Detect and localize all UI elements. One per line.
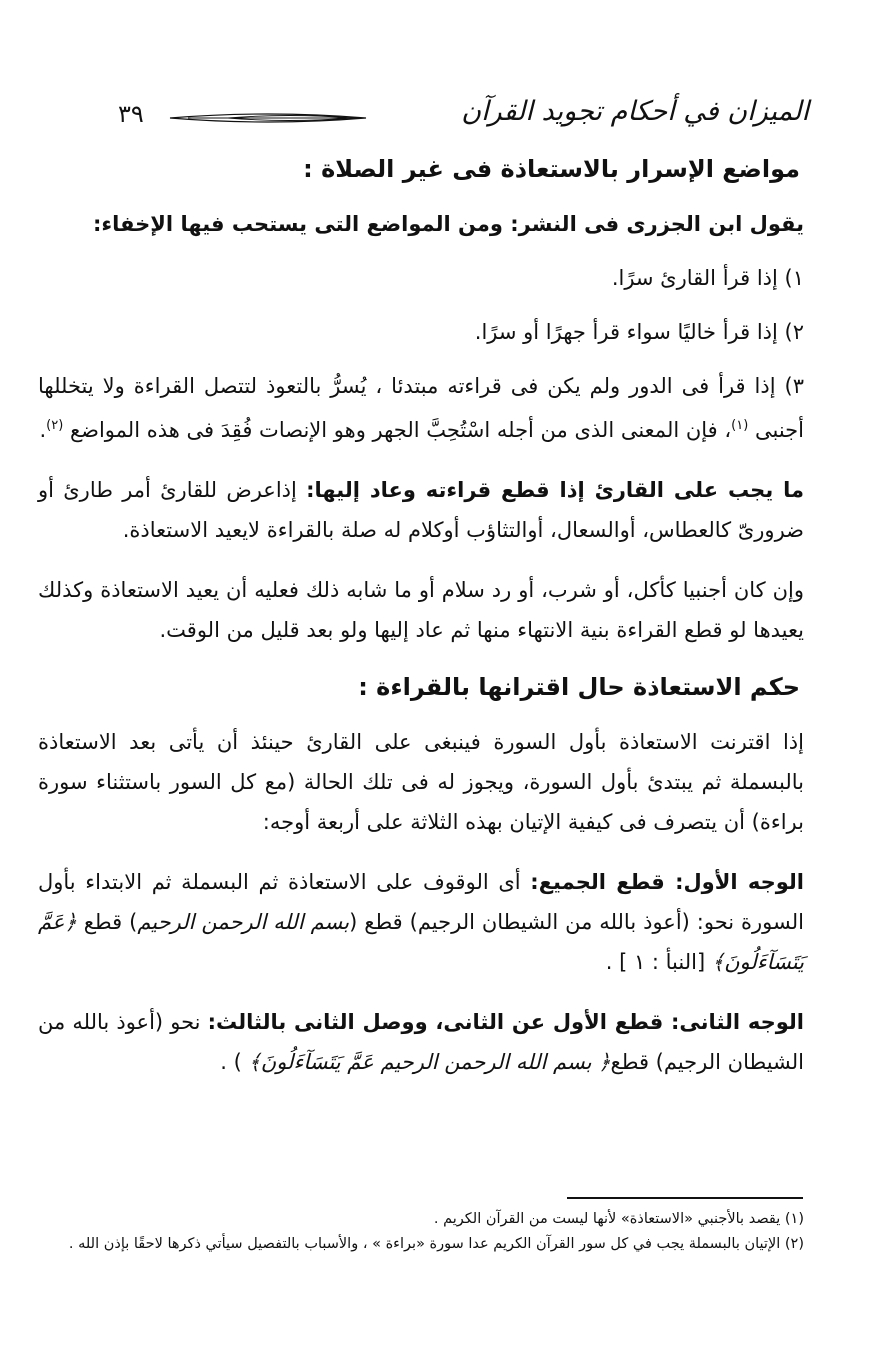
- paragraph-four-ways: إذا اقترنت الاستعاذة بأول السورة فينبغى على القارئ حينئذ أن يأتى بعد الاستعاذة بالبسملة ثم يبتدئ بأول السورة، ويجوز له فى تلك الحالة (مع كل السور باستثناء سورة براءة) أن يتصرف فى كيفية الإتيان بهذه الثلاثة على أربعة أوجه:: [38, 730, 804, 834]
- section-heading-silent-isti'adha: مواضع الإسرار بالاستعاذة فى غير الصلاة :: [303, 155, 800, 183]
- paragraph-interruption: [38, 470, 804, 550]
- verse-reference: [النبأ : ١ ] .: [605, 950, 712, 974]
- page-number: ٣٩: [118, 100, 144, 128]
- footnote-2: (٢) الإتيان بالبسملة يجب في كل سور القرآن الكريم عدا سورة «براءة » ، والأسباب بالتفصيل سيأتي ذكرها لاحقًا بإذن الله .: [68, 1236, 804, 1252]
- item3-end: .: [39, 418, 47, 442]
- section-heading-with-recitation: حكم الاستعاذة حال اقترانها بالقراءة :: [358, 673, 800, 701]
- footnote-ref-2: (٢): [46, 418, 64, 433]
- way-one-lead: الوجه الأول: قطع الجميع:: [530, 870, 804, 894]
- list-item-1: ١) إذا قرأ القارئ سرًا.: [611, 266, 804, 290]
- quote-intro: يقول ابن الجزرى فى النشر: ومن المواضع التى يستحب فيها الإخفاء:: [93, 212, 804, 236]
- item3-text-a: ٣) إذا قرأ فى الدور ولم يكن فى قراءته مبتدئا ، يُسرُّ بالتعوذ لتتصل القراءة ولا يتخللها أجنبى: [38, 374, 804, 442]
- paragraph-foreign-interruption: وإن كان أجنبيا كأكل، أو شرب، أو رد سلام أو ما شابه ذلك فعليه أن يعيد الاستعاذة وكذلك يعيدها لو قطع القراءة بنية الانتهاء منها ثم عاد إليها ولو بعد قليل من الوقت.: [38, 578, 804, 642]
- item3-text-b: ، فإن المعنى الذى من أجله اسْتُحِبَّ الجهر وهو الإنصات فُقِدَ فى هذه المواضع: [69, 418, 732, 442]
- way-one-text-b: ) قطع: [76, 910, 138, 934]
- paragraph-interruption-lead: ما يجب على القارئ إذا قطع قراءته وعاد إليها:: [306, 478, 804, 502]
- running-header: [0, 88, 885, 138]
- paragraph-way-two: [38, 1002, 804, 1082]
- quran-verse-2: ﴿ بسم الله الرحمن الرحيم عَمَّ يَتَسَآءَلُونَ﴾: [248, 1050, 611, 1074]
- way-one-text: أى الوقوف على الاستعاذة ثم البسملة ثم الابتداء بأول السورة نحو: (أعوذ بالله من الشيطان الرجيم) قطع (: [38, 870, 804, 934]
- paragraph-interruption-text: إذاعرض للقارئ أمر طارئ أو ضرورىّ كالعطاس، أوالسعال، أوالتثاؤب أوكلام له صلة بالقراءة لايعيد الاستعاذة.: [38, 478, 804, 542]
- basmala-text: بسم الله الرحمن الرحيم: [137, 910, 350, 934]
- footnote-1: (١) يقصد بالأجنبي «الاستعاذة» لأنها ليست من القرآن الكريم .: [433, 1211, 804, 1227]
- footnotes: [38, 1208, 804, 1258]
- paragraph-ibn-aljazari: [38, 204, 804, 244]
- list-item-3: [38, 366, 804, 450]
- paragraph-way-one: [38, 862, 804, 982]
- ornamental-rule-icon: [168, 108, 368, 128]
- list-item-2: ٢) إذا قرأ خاليًا سواء قرأ جهرًا أو سرًا.: [474, 320, 804, 344]
- book-title: الميزان في أحكام تجويد القرآن: [461, 96, 809, 127]
- way-two-lead: الوجه الثانى: قطع الأول عن الثانى، ووصل الثانى بالثالث:: [207, 1010, 804, 1034]
- footnote-ref-1: (١): [731, 418, 749, 433]
- footnote-separator: [567, 1197, 803, 1199]
- way-two-end: ) .: [220, 1050, 249, 1074]
- way-two-text: نحو (أعوذ بالله من الشيطان الرجيم) قطع: [38, 1010, 804, 1074]
- quran-verse: ﴿عَمَّ يَتَسَآءَلُونَ﴾: [38, 910, 804, 974]
- page-body: [38, 150, 804, 1102]
